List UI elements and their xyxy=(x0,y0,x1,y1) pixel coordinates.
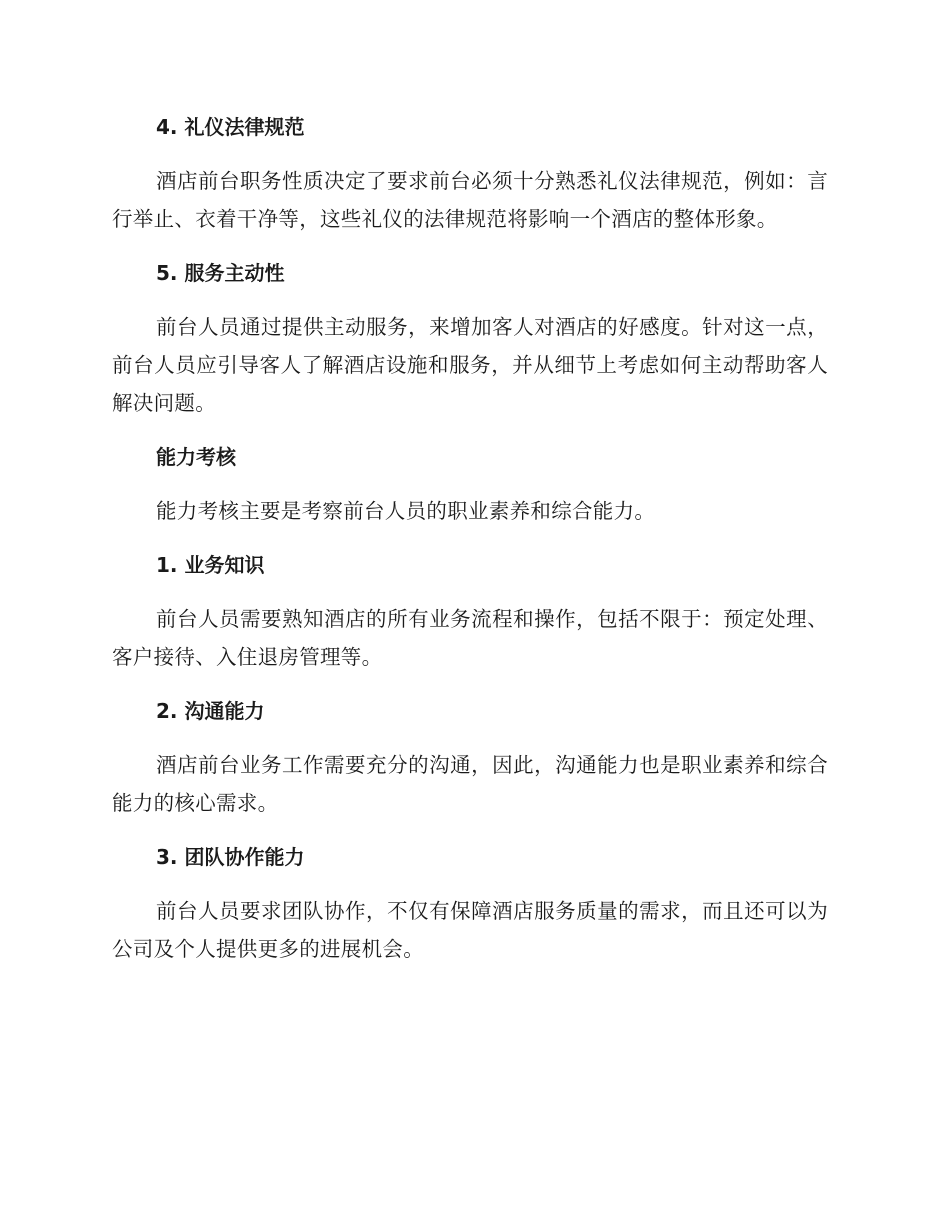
paragraph-service-initiative: 前台人员通过提供主动服务，来增加客人对酒店的好感度。针对这一点，前台人员应引导客人了解酒店设施和服务，并从细节上考虑如何主动帮助客人解决问题。 xyxy=(112,315,828,415)
section-heading-ability-assessment: 能力考核 xyxy=(156,445,236,469)
paragraph-business-knowledge: 前台人员需要熟知酒店的所有业务流程和操作，包括不限于：预定处理、客户接待、入住退房管理等。 xyxy=(112,607,828,669)
paragraph-ability-assessment: 能力考核主要是考察前台人员的职业素养和综合能力。 xyxy=(156,499,656,523)
paragraph-etiquette-law: 酒店前台职务性质决定了要求前台必须十分熟悉礼仪法律规范，例如：言行举止、衣着干净等，这些礼仪的法律规范将影响一个酒店的整体形象。 xyxy=(112,169,828,231)
section-heading-business-knowledge: 1. 业务知识 xyxy=(156,553,265,577)
section-heading-communication: 2. 沟通能力 xyxy=(156,699,265,723)
paragraph-communication: 酒店前台业务工作需要充分的沟通，因此，沟通能力也是职业素养和综合能力的核心需求。 xyxy=(112,753,828,815)
section-heading-service-initiative: 5. 服务主动性 xyxy=(156,261,285,285)
section-heading-etiquette-law: 4. 礼仪法律规范 xyxy=(156,115,305,139)
section-heading-teamwork: 3. 团队协作能力 xyxy=(156,845,305,869)
paragraph-teamwork: 前台人员要求团队协作，不仅有保障酒店服务质量的需求，而且还可以为公司及个人提供更多的进展机会。 xyxy=(112,899,828,961)
